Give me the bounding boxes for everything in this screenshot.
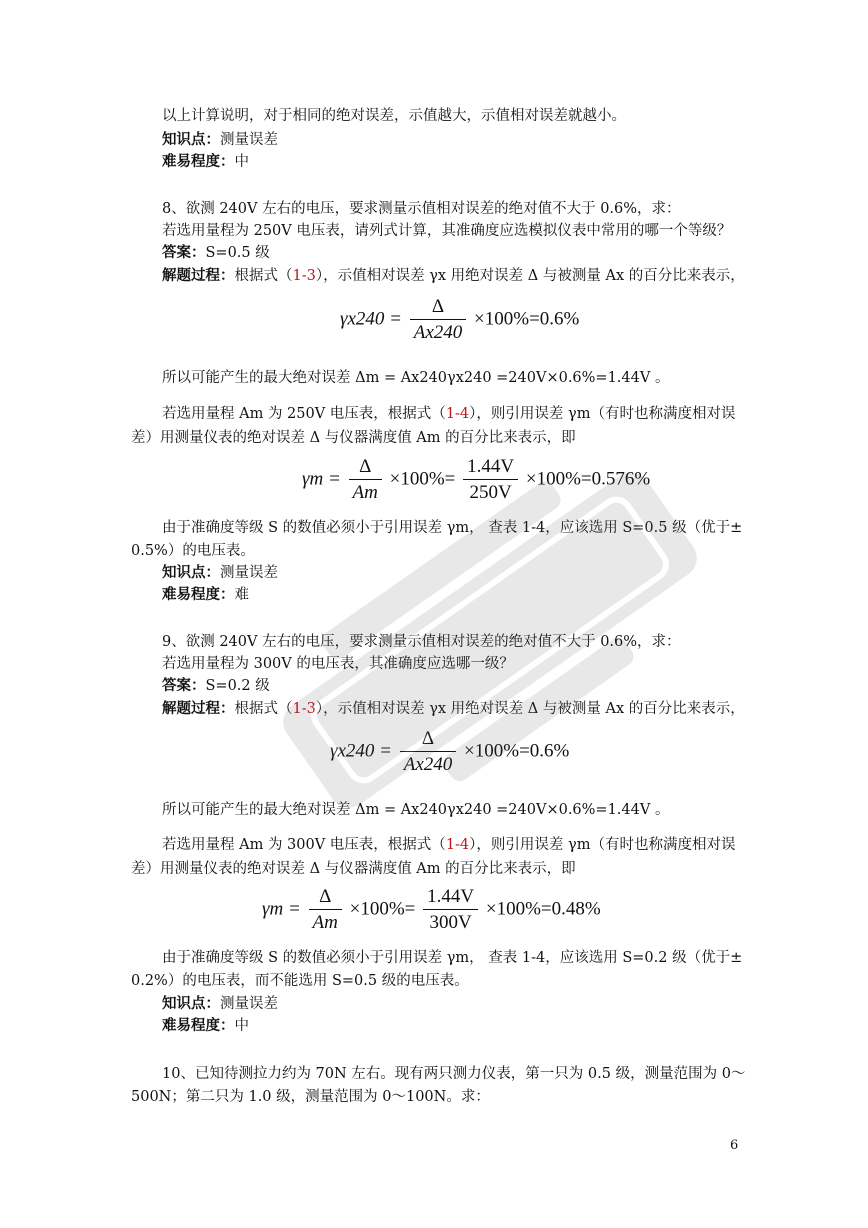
knowledge-point: 知识点：测量误差 [162, 131, 278, 148]
q9-title: 9、欲测 240V 左右的电压，要求测量示值相对误差的绝对值不大于 0.6%，求： [162, 634, 681, 650]
q9-conclusion: 由于准确度等级 S 的数值必须小于引用误差 γm， 查表 1-4，应该选用 S=0.2 级（优于± [162, 950, 743, 966]
q8-max-error: 所以可能产生的最大绝对误差 Δm = Ax240γx240 =240V×0.6%=1.44V 。 [162, 370, 670, 386]
q8-range-text-2: 差）用测量仪表的绝对误差 Δ 与仪器满度值 Am 的百分比来表示，即 [131, 430, 576, 446]
q9-answer: 答案：S=0.2 级 [162, 677, 270, 694]
equation-3: γx240 = $\frac{\Delta}{Ax240}$ ×100%=0.6% [330, 728, 570, 775]
q8-knowledge-point: 知识点：测量误差 [162, 564, 278, 581]
q9-process: 解题过程：根据式（1-3），示值相对误差 γx 用绝对误差 Δ 与被测量 Ax 的百分比来表示， [162, 700, 745, 717]
equation-4: γm = $\frac{\Delta}{Am}$ ×100%= $\frac{1.44V}{300V}$ ×100%=0.48% [262, 886, 601, 933]
q8-answer: 答案：S=0.5 级 [162, 244, 270, 261]
equation-2: γm = $\frac{\Delta}{Am}$ ×100%= $\frac{1.44V}{250V}$ ×100%=0.576% [302, 456, 651, 503]
q10-title: 10、已知待测拉力约为 70N 左右。现有两只测力仪表，第一只为 0.5 级，测量范围为 0～ [162, 1066, 746, 1082]
q9-range-text: 若选用量程 Am 为 300V 电压表，根据式（1-4），则引用误差 γm（有时也称满度相对误 [162, 837, 736, 853]
q9-difficulty: 难易程度：中 [162, 1017, 249, 1034]
q8-title: 8、欲测 240V 左右的电压，要求测量示值相对误差的绝对值不大于 0.6%，求： [162, 201, 681, 217]
q8-difficulty: 难易程度：难 [162, 586, 249, 603]
q9-max-error: 所以可能产生的最大绝对误差 Δm = Ax240γx240 =240V×0.6%=1.44V 。 [162, 802, 670, 818]
q10-title-2: 500N；第二只为 1.0 级，测量范围为 0～100N。求： [131, 1089, 490, 1105]
q9-range-text-2: 差）用测量仪表的绝对误差 Δ 与仪器满度值 Am 的百分比来表示，即 [131, 861, 576, 877]
page-number: 6 [730, 1138, 739, 1153]
conclusion-text: 以上计算说明，对于相同的绝对误差，示值越大，示值相对误差就越小。 [162, 108, 626, 124]
equation-1: γx240 = $\frac{\Delta}{Ax240}$ ×100%=0.6% [340, 296, 580, 343]
q9-subq: 若选用量程为 300V 的电压表，其准确度应选哪一级？ [162, 656, 514, 672]
q9-knowledge-point: 知识点：测量误差 [162, 995, 278, 1012]
difficulty: 难易程度：中 [162, 153, 249, 170]
q8-range-text: 若选用量程 Am 为 250V 电压表，根据式（1-4），则引用误差 γm（有时也称满度相对误 [162, 406, 736, 422]
q8-conclusion: 由于准确度等级 S 的数值必须小于引用误差 γm， 查表 1-4，应该选用 S=0.5 级（优于± [162, 520, 743, 536]
q9-conclusion-2: 0.2%）的电压表，而不能选用 S=0.5 级的电压表。 [131, 973, 469, 989]
q8-process: 解题过程：根据式（1-3），示值相对误差 γx 用绝对误差 Δ 与被测量 Ax 的百分比来表示， [162, 267, 745, 284]
q8-subq: 若选用量程为 250V 电压表，请列式计算，其准确度应选模拟仪表中常用的哪一个等级？ [162, 223, 732, 239]
q8-conclusion-2: 0.5%）的电压表。 [131, 543, 255, 559]
